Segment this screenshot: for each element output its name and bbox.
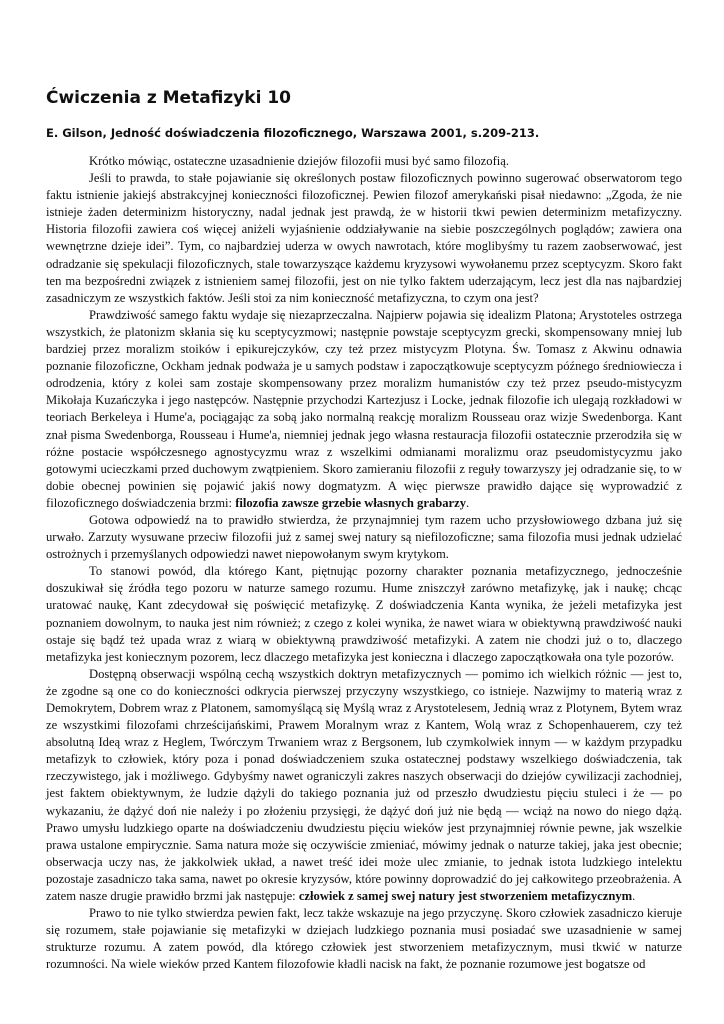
paragraph-text: Prawo to nie tylko stwierdza pewien fakt, lecz także wskazuje na jego przyczynę. Skoro człowiek zasadniczo kieruje się rozumem, stałe pojawianie się metafizyki w dziejach ludzkiego poznania musi posiadać swe uzasadnienie w samej strukturze rozumu. A zatem powód, dla którego człowiek jest stworzeniem metafizycznym, musi tkwić w naturze rozumności. Na wiele wieków przed Kantem filozofowie kładli nacisk na fakt, że poznanie rozumowe jest bogatsze od: [46, 906, 682, 972]
paragraph-text: Krótko mówiąc, ostateczne uzasadnienie dziejów filozofii musi być samo filozofią.: [89, 154, 510, 168]
source-citation: E. Gilson, Jedność doświadczenia filozoficznego, Warszawa 2001, s.209-213.: [46, 126, 540, 140]
page-title: Ćwiczenia z Metafizyki 10: [46, 88, 291, 108]
paragraph-4: [46, 512, 682, 563]
paragraph-text: To stanowi powód, dla którego Kant, piętnując pozorny charakter poznania metafizycznego, jednocześnie doszukiwał się źródła tego pozoru w naturze samego rozumu. Hume zniszczył zarówno metafizykę, jak i naukę; chcąc uratować naukę, Kant zdecydował się poświęcić metafizykę. Z doświadczenia Kanta wynika, że jeżeli metafizyka jest poznaniem dowolnym, to nauka jest nim również; z czego z kolei wynika, że nawet wiara w obiektywną prawdziwość nauki ostaje się bądź też upada wraz z wiarą w obiektywną prawdziwość metafizyki. A zatem nie chodzi już o to, dlaczego metafizyka jest koniecznym pozorem, lecz dlaczego metafizyka jest konieczna i dlaczego zapoczątkowała ona tyle pozorów.: [46, 564, 682, 664]
document-body: [46, 153, 682, 974]
paragraph-text: Dostępną obserwacji wspólną cechą wszystkich doktryn metafizycznych — pomimo ich wielkich różnic — jest to, że zgodne są one co do konieczności odkrycia pierwszej przyczyny wszystkiego, co istnieje. Nazwijmy to materią wraz z Demokrytem, Dobrem wraz z Platonem, samomyślącą się Myślą wraz z Arystotelesem, Jednią wraz z Plotynem, Bytem wraz ze wszystkimi filozofami chrześcijańskimi, Prawem Moralnym wraz z Kantem, Wolą wraz z Schopenhauerem, czy też absolutną Ideą wraz z Heglem, Twórczym Trwaniem wraz z Bergsonem, lub czymkolwiek innym — w każdym przypadku metafizyk to człowiek, który poza i ponad doświadczeniem szuka ostatecznej podstawy wszelkiego doświadczenia, tak rzeczywistego, jak i możliwego. Gdybyśmy nawet ograniczyli zakres naszych obserwacji do dziejów cywilizacji zachodniej, jest faktem obiektywnym, że ludzie dążyli do takiego poznania już od przeszło dwudziestu pięciu stuleci i że — po wykazaniu, że dążyć doń nie należy i po złożeniu przysięgi, że dążyć doń już nie będą — wciąż na nowo do niego dążą. Prawo umysłu ludzkiego oparte na doświadczeniu dwudziestu pięciu wieków jest przynajmniej równie pewne, jak wszelkie prawa ustalone empirycznie. Sama natura może się oczywiście zmieniać, mówimy jednak o naturze takiej, jaka jest obecnie; obserwacja uczy nas, że jakkolwiek układ, a nawet treść idei może ulec zmianie, to jednak istota ludzkiego intelektu pozostaje zasadniczo taka sama, nawet po okresie kryzysów, które powinny doprowadzić do jej całkowitego przeobrażenia. A zatem nasze drugie prawidło brzmi jak następuje:: [46, 666, 682, 904]
paragraph-3: [46, 307, 682, 512]
paragraph-text: Gotowa odpowiedź na to prawidło stwierdza, że przynajmniej tym razem ucho przysłowiowego dzbana już się urwało. Zarzuty wysuwane przeciw filozofii już z samej swej natury są niefilozoficzne; sama filozofia musi jednak udzielać ostrożnych i przemyślanych odpowiedzi nawet niepowołanym swym krytykom.: [46, 512, 682, 562]
second-rule-bold: człowiek z samej swej natury jest stworzeniem metafizycznym: [298, 889, 633, 904]
paragraph-5: [46, 563, 682, 666]
paragraph-6: [46, 666, 682, 905]
first-rule-bold: filozofia zawsze grzebie własnych grabarzy: [235, 495, 467, 510]
paragraph-2: [46, 170, 682, 307]
paragraph-7: [46, 905, 682, 973]
paragraph-1: [46, 153, 682, 170]
paragraph-end: .: [466, 495, 470, 510]
paragraph-text: Jeśli to prawda, to stałe pojawianie się określonych postaw filozoficznych powinno sugerować obserwatorom tego faktu istnienie jakiejś abstrakcyjnej konieczności filozoficznej. Pewien filozof amerykański pisał niedawno: „Zgoda, że nie istnieje żaden determinizm historyczny, nadal jednak jest prawdą, że w historii tkwi pewien determinizm metafizyczny. Historia filozofii zawiera coś więcej aniżeli wyjaśnienie oddziaływanie na siebie poszczególnych poglądów; zawiera ona wewnętrzne dzieje idei”. Tym, co najbardziej uderza w owych nawrotach, które moglibyśmy tu razem zaobserwować, jest odradzanie się spekulacji filozoficznych, stale towarzyszące każdemu kryzysowi wywołanemu przez sceptycyzm. Skoro fakt ten ma bezpośredni związek z istnieniem samej filozofii, jest on nie tylko faktem uderzającym, lecz jest dla nas najbardziej zasadniczym ze wszystkich faktów. Jeśli stoi za nim konieczność metafizyczna, to czym ona jest?: [46, 171, 682, 305]
paragraph-end: .: [632, 889, 636, 904]
paragraph-text: Prawdziwość samego faktu wydaje się niezaprzeczalna. Najpierw pojawia się idealizm Platona; Arystoteles ostrzega wszystkich, że platonizm skłania się ku sceptycyzmowi; następnie powstaje sceptycyzm grecki, skompensowany mniej lub bardziej przez moralizm stoików i epikurejczyków, czy też przez mistycyzm Plotyna. Św. Tomasz z Akwinu odnawia poznanie filozoficzne, Ockham jednak podważa je u samych podstaw i zapoczątkowuje sceptycyzm późnego średniowiecza i odrodzenia, który z kolei sam zostaje skompensowany przez moralizm humanistów czy też przez pseudo-mistycyzm Mikołaja Kuzańczyka i jego następców. Następnie przychodzi Kartezjusz i Locke, jednak filozofie ich ulegają rozkładowi w teoriach Berkeleya i Hume'a, pociągając za sobą jako normalną reakcję moralizm Rousseau oraz wizje Swedenborga. Kant znał pisma Swedenborga, Rousseau i Hume'a, niemniej jednak jego własna restauracja filozofii ostatecznie przerodziła się w różne postacie współczesnego agnostycyzmu wraz z wszelkimi odmianami moralizmu oraz pseudomistycyzmu jako gotowymi ucieczkami przed duchowym zwątpieniem. Skoro zamieraniu filozofii z reguły towarzyszy jej odradzanie się, to w dobie obecnej powinien się pojawić jakiś nowy dogmatyzm. A więc pierwsze prawidło dające się wyprowadzić z filozoficznego doświadczenia brzmi:: [46, 307, 682, 510]
